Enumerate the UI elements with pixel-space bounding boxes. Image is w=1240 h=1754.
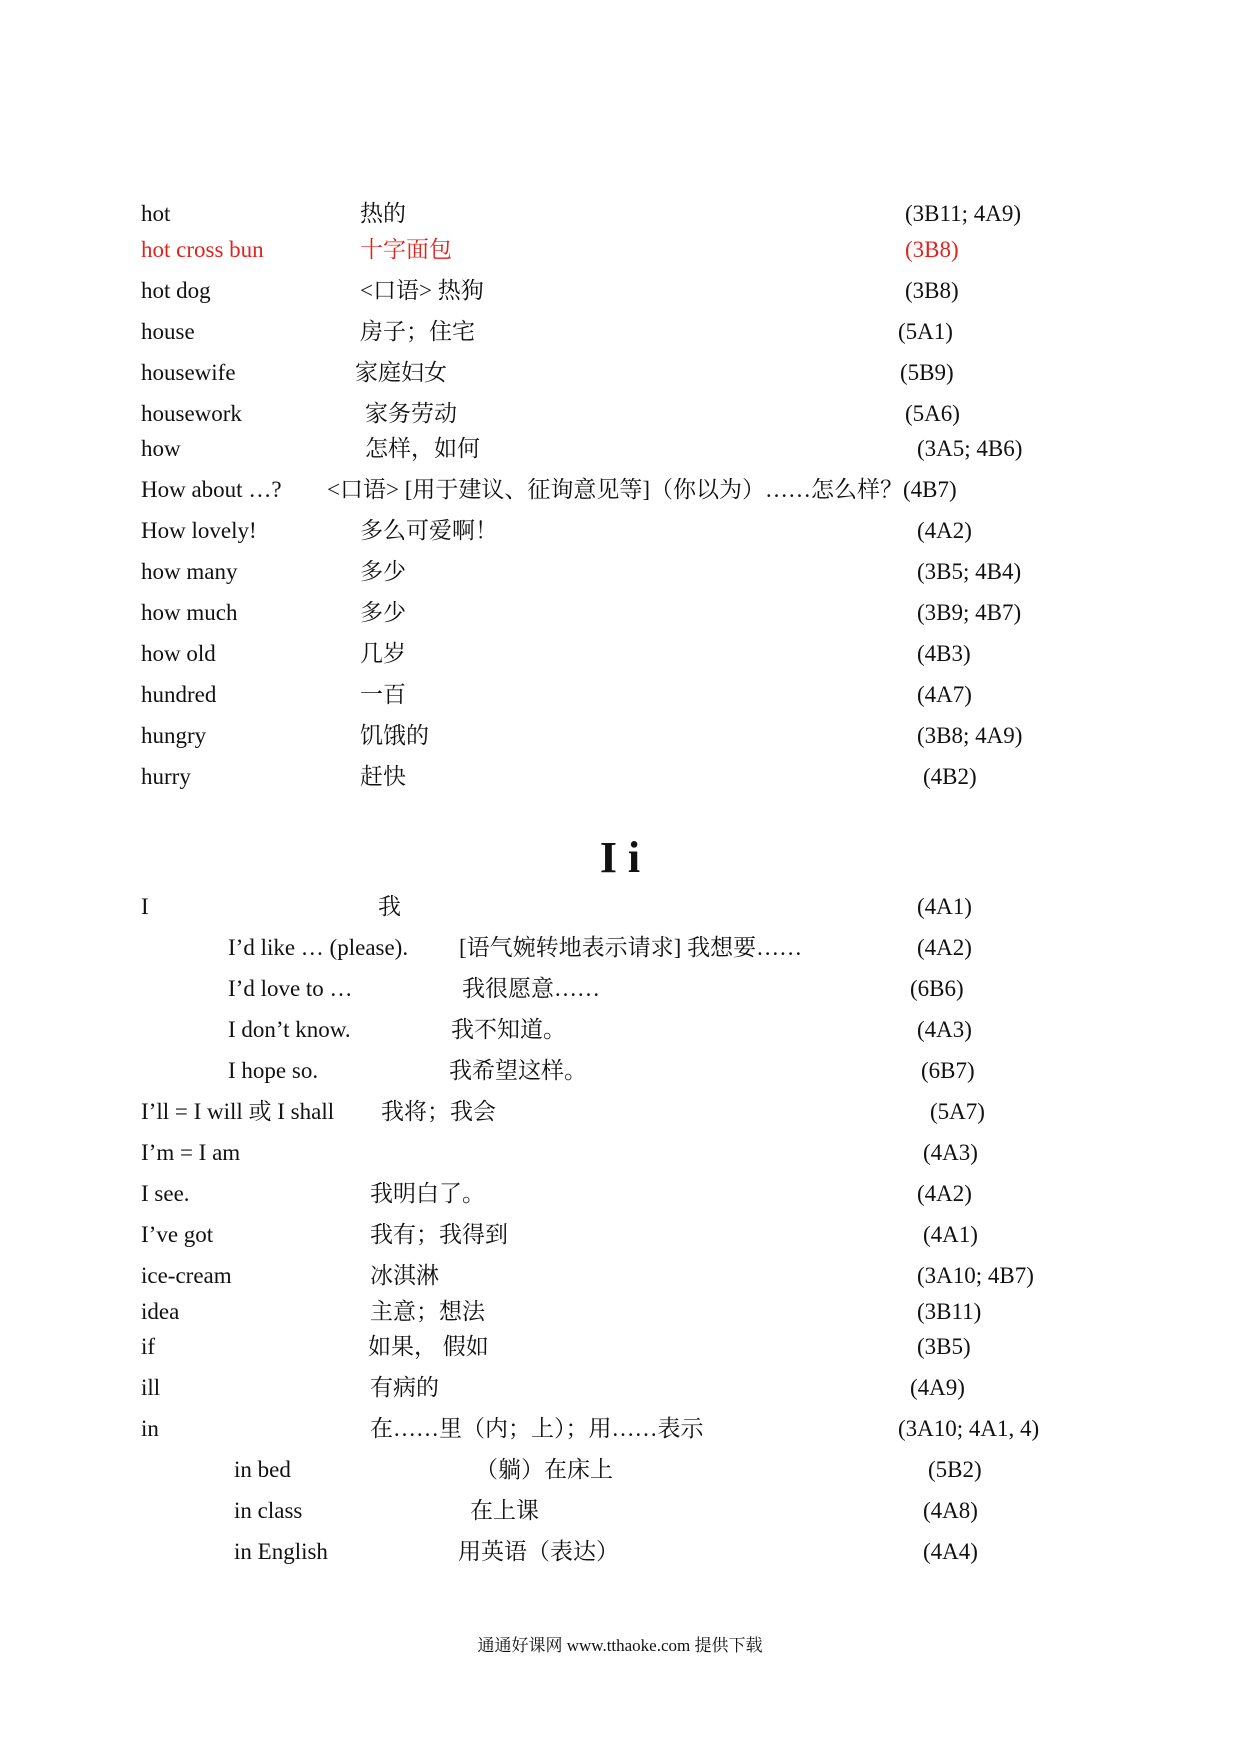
entry-word: How about …? (141, 477, 282, 502)
entry-meaning: 十字面包 (360, 237, 452, 262)
entry-word: hundred (141, 682, 217, 707)
entry-ref: (4A2) (917, 1181, 972, 1206)
entry-meaning: 我不知道。 (451, 1017, 566, 1042)
entry-word: hot cross bun (141, 237, 264, 262)
entry-word: I’ll = I will 或 I shall (141, 1099, 335, 1124)
entry-word: ill (141, 1375, 161, 1400)
entry-in-class (0, 1494, 1240, 1528)
entry-ref: (3B8; 4A9) (917, 723, 1023, 748)
entry-meaning: 怎样，如何 (365, 436, 480, 461)
entry-ref: (3A10; 4A1, 4) (898, 1416, 1040, 1441)
entry-meaning: 如果， 假如 (368, 1334, 489, 1359)
entry-meaning: 用英语（表达） (458, 1539, 619, 1564)
entry-ref: (4A1) (917, 894, 972, 919)
entry-in-english (0, 1535, 1240, 1569)
entry-in (0, 1412, 1240, 1446)
entry-ref: (3B8) (905, 237, 959, 262)
entry-meaning: 赶快 (360, 764, 406, 789)
entry-meaning: 我有；我得到 (370, 1222, 508, 1247)
entry-meaning: 我希望这样。 (449, 1058, 587, 1083)
entry-hurry (0, 760, 1240, 794)
entry-ref: (4B2) (923, 764, 977, 789)
entry-word: I’m = I am (141, 1140, 241, 1165)
entry-word: housewife (141, 360, 236, 385)
entry-word: how much (141, 600, 238, 625)
entry-housewife (0, 356, 1240, 390)
entry-ref: (3B11; 4A9) (905, 201, 1022, 226)
entry-ref: (4A2) (917, 518, 972, 543)
entry-meaning: 在……里（内；上）；用……表示 (370, 1416, 704, 1441)
entry-meaning: 主意；想法 (370, 1299, 485, 1324)
entry-ref: (4A7) (917, 682, 972, 707)
entry-word: how (141, 436, 181, 461)
entry-ref: (6B7) (921, 1058, 975, 1083)
entry-word: I see. (141, 1181, 190, 1206)
entry-word: I’d like … (please). (228, 935, 409, 960)
entry-word: I hope so. (228, 1058, 319, 1083)
entry-ref: (4A1) (923, 1222, 978, 1247)
entry-hundred (0, 678, 1240, 712)
entry-how-lovely (0, 514, 1240, 548)
entry-meaning: 房子；住宅 (360, 319, 475, 344)
entry-ref: (3A5; 4B6) (917, 436, 1023, 461)
entry-id-love-to (0, 972, 1240, 1006)
entry-housework (0, 397, 1240, 431)
entry-meaning: 有病的 (370, 1375, 439, 1400)
entry-ref: (4A3) (917, 1017, 972, 1042)
entry-ref: (4A3) (923, 1140, 978, 1165)
entry-ref: (3B8) (905, 278, 959, 303)
entry-ice-cream (0, 1259, 1240, 1293)
entry-ref: (5A1) (898, 319, 953, 344)
entry-ref: (4A2) (917, 935, 972, 960)
entry-word: hot dog (141, 278, 211, 303)
entry-word: I don’t know. (228, 1017, 351, 1042)
entry-ref: (3B5; 4B4) (917, 559, 1022, 584)
entry-word: how many (141, 559, 238, 584)
entry-hot (0, 197, 1240, 231)
entry-ref: (4B3) (917, 641, 971, 666)
entry-hungry (0, 719, 1240, 753)
entry-word: housework (141, 401, 242, 426)
entry-word: I (141, 894, 149, 919)
entry-idea (0, 1295, 1240, 1329)
entry-word: How lovely! (141, 518, 257, 543)
entry-word: house (141, 319, 195, 344)
entry-how-much (0, 596, 1240, 630)
entry-word: hot (141, 201, 171, 226)
entry-how (0, 432, 1240, 466)
entry-ref: (3B11) (917, 1299, 982, 1324)
entry-meaning: 一百 (360, 682, 406, 707)
entry-i-hope-so (0, 1054, 1240, 1088)
entry-meaning: 我明白了。 (370, 1181, 485, 1206)
entry-ref: (5A7) (930, 1099, 985, 1124)
entry-meaning: 家庭妇女 (355, 360, 447, 385)
entry-meaning: 多少 (360, 559, 406, 584)
entry-how-many (0, 555, 1240, 589)
entry-id-like (0, 931, 1240, 965)
entry-house (0, 315, 1240, 349)
entry-im (0, 1136, 1240, 1170)
entry-how-about (0, 473, 1240, 507)
entry-ref: (3A10; 4B7) (917, 1263, 1034, 1288)
entry-meaning: 几岁 (360, 641, 406, 666)
entry-ref: (5B9) (900, 360, 954, 385)
entry-meaning: 在上课 (470, 1498, 539, 1523)
entry-ref: (3B5) (917, 1334, 971, 1359)
entry-meaning: <口语> [用于建议、征询意见等]（你以为）……怎么样？(4B7) (327, 477, 957, 502)
entry-meaning: 饥饿的 (360, 723, 429, 748)
entry-meaning: <口语> 热狗 (360, 278, 484, 303)
entry-meaning: 热的 (360, 201, 406, 226)
entry-word: hurry (141, 764, 191, 789)
entry-ref: (6B6) (910, 976, 964, 1001)
entry-meaning: 冰淇淋 (370, 1263, 439, 1288)
entry-ref: (4A8) (923, 1498, 978, 1523)
entry-meaning: 家务劳动 (365, 401, 457, 426)
entry-word: I’ve got (141, 1222, 214, 1247)
entry-word: in bed (234, 1457, 291, 1482)
entry-ref: (5A6) (905, 401, 960, 426)
page-footer: 通通好课网 www.tthaoke.com 提供下载 (477, 1636, 763, 1655)
entry-hot-cross-bun (0, 233, 1240, 267)
entry-word: hungry (141, 723, 207, 748)
entry-in-bed (0, 1453, 1240, 1487)
entry-ive-got (0, 1218, 1240, 1252)
entry-if (0, 1330, 1240, 1364)
entry-meaning: 我将；我会 (381, 1099, 496, 1124)
entry-ref: (4A4) (923, 1539, 978, 1564)
entry-i-dont-know (0, 1013, 1240, 1047)
entry-meaning: [语气婉转地表示请求] 我想要…… (459, 935, 803, 960)
entry-ref: (5B2) (928, 1457, 982, 1482)
entry-meaning: 我 (378, 894, 401, 919)
entry-word: if (141, 1334, 156, 1359)
entry-meaning: 我很愿意…… (462, 976, 600, 1001)
entry-how-old (0, 637, 1240, 671)
entry-meaning: （躺）在床上 (475, 1457, 613, 1482)
entry-ref: (4A9) (910, 1375, 965, 1400)
entry-word: I’d love to … (228, 976, 353, 1001)
entry-i (0, 890, 1240, 924)
entry-ill (0, 1095, 1240, 1129)
entry-word: ice-cream (141, 1263, 232, 1288)
entry-ill-adj (0, 1371, 1240, 1405)
entry-ref: (3B9; 4B7) (917, 600, 1022, 625)
entry-word: in class (234, 1498, 303, 1523)
entry-hot-dog (0, 274, 1240, 308)
entry-meaning: 多少 (360, 600, 406, 625)
entry-word: in English (234, 1539, 328, 1564)
entry-word: in (141, 1416, 159, 1441)
section-heading: I i (599, 833, 641, 882)
entry-word: how old (141, 641, 216, 666)
entry-meaning: 多么可爱啊！ (360, 518, 498, 543)
entry-word: idea (141, 1299, 180, 1324)
entry-i-see (0, 1177, 1240, 1211)
